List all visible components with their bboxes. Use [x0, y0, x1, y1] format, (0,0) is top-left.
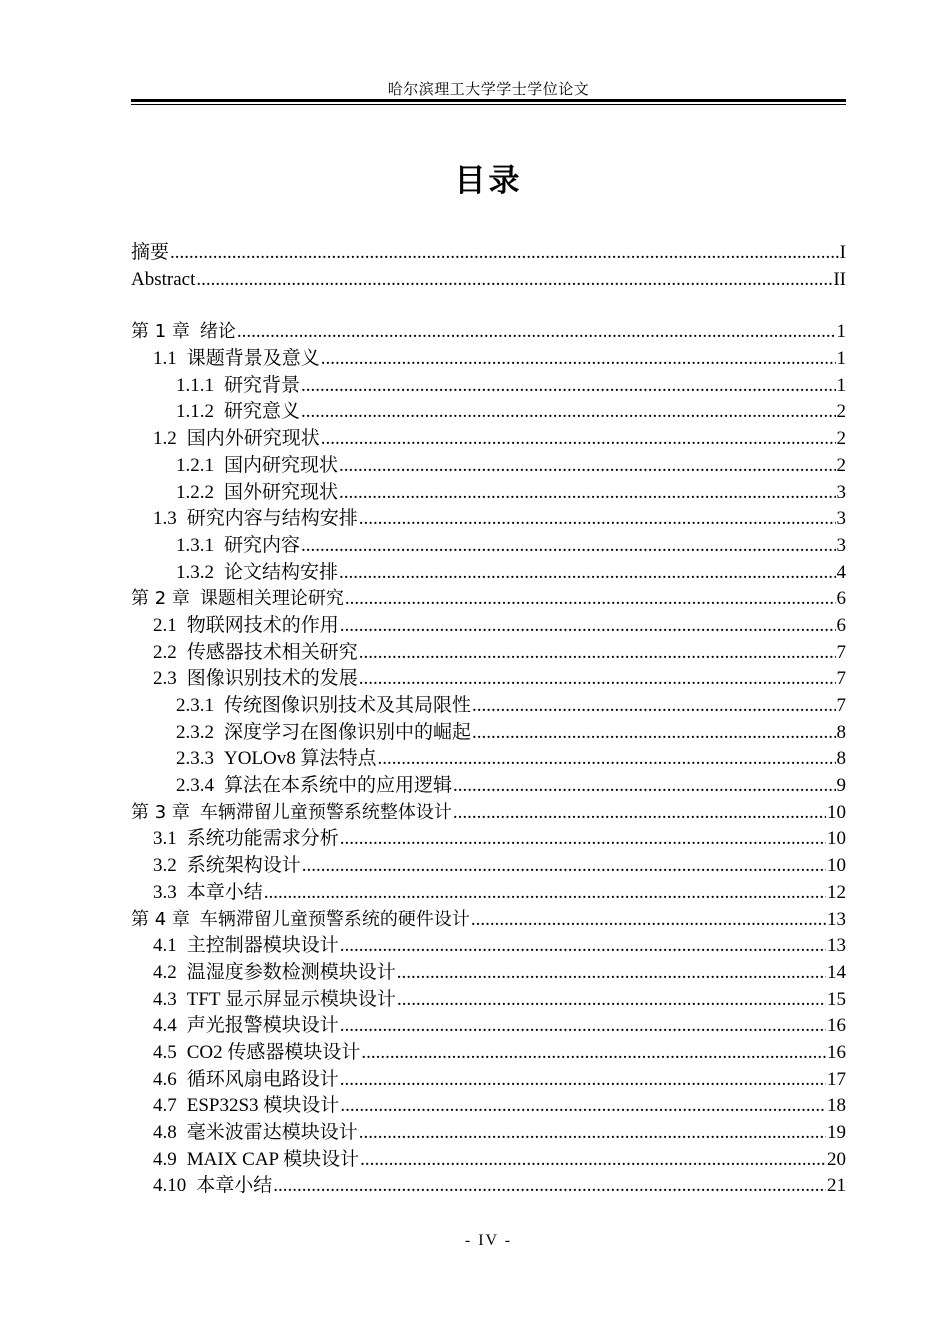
toc-entry-number: 2.3.2 — [176, 721, 214, 743]
toc-entry-number: 2.3 — [153, 668, 177, 690]
toc-entry-title: YOLOv8 算法特点 — [224, 748, 377, 770]
toc-entry-title: 传感器技术相关研究 — [186, 641, 358, 663]
toc-entry-title: 课题相关理论研究 — [199, 588, 344, 610]
toc-leader-dots — [340, 933, 826, 960]
toc-entry-number: 第 4 章 — [131, 908, 190, 930]
toc-entry-title: 摘要 — [131, 242, 170, 263]
toc-entry-number: 1.3 — [153, 508, 177, 530]
toc-leader-dots — [472, 720, 835, 747]
toc-entry-page: 2 — [836, 401, 846, 423]
toc-entry-label — [153, 1067, 339, 1094]
toc-leader-dots — [453, 800, 826, 827]
toc-entry-label — [176, 693, 471, 720]
toc-leader-dots — [340, 1093, 826, 1120]
toc-entry[interactable] — [131, 1147, 846, 1174]
toc-entry-page: 2 — [836, 428, 846, 450]
toc-entry-page: 17 — [827, 1068, 846, 1090]
toc-entry-label — [153, 987, 396, 1014]
toc-entry-page: 6 — [836, 588, 846, 610]
toc-entry-label — [153, 1013, 339, 1040]
toc-entry-label — [131, 267, 195, 294]
toc-entry-number: 1.1 — [153, 348, 177, 370]
toc-leader-dots — [321, 346, 836, 373]
toc-leader-dots — [340, 826, 826, 853]
toc-entry[interactable] — [131, 373, 846, 400]
toc-entry[interactable] — [131, 346, 846, 373]
toc-entry-label — [176, 533, 300, 560]
toc-entry-number: 1.1.2 — [176, 401, 214, 423]
toc-leader-dots — [196, 267, 832, 294]
toc-entry-title: CO2 传感器模块设计 — [186, 1041, 361, 1063]
toc-entry-title: 深度学习在图像识别中的崛起 — [224, 721, 472, 743]
toc-entry-label — [153, 613, 339, 640]
toc-entry-label — [153, 1147, 359, 1174]
header-rule-thin — [131, 104, 846, 105]
toc-entry-number: 2.3.3 — [176, 748, 214, 770]
toc-entry-title: 论文结构安排 — [224, 561, 339, 583]
toc-entry-number: 4.3 — [153, 988, 177, 1010]
toc-entry-page: 10 — [827, 855, 846, 877]
toc-entry-number: 2.2 — [153, 641, 177, 663]
toc-leader-dots — [397, 987, 826, 1014]
toc-entry-label — [176, 480, 338, 507]
toc-entry-title: 车辆滞留儿童预警系统整体设计 — [199, 801, 452, 823]
toc-leader-dots — [359, 666, 836, 693]
toc-entry-page: 7 — [836, 668, 846, 690]
toc-leader-dots — [472, 693, 835, 720]
toc-entry[interactable] — [131, 826, 846, 853]
toc-entry-number: 4.10 — [153, 1175, 187, 1197]
toc-entry-page: I — [839, 242, 846, 263]
toc-entry[interactable] — [131, 533, 846, 560]
toc-entry-number: 1.2.2 — [176, 481, 214, 503]
toc-leader-dots — [360, 1147, 826, 1174]
toc-entry-title: 研究背景 — [224, 374, 301, 396]
toc-entry-page: 1 — [836, 321, 846, 343]
toc-leader-dots — [345, 586, 836, 613]
toc-entry-page: 4 — [836, 561, 846, 583]
toc-entry-number: 4.6 — [153, 1068, 177, 1090]
toc-entry-number: 1.2.1 — [176, 454, 214, 476]
toc-entry-title: 系统架构设计 — [186, 855, 301, 877]
toc-entry-label — [153, 853, 301, 880]
toc-entry-label — [131, 800, 452, 827]
toc-entry-title: 传统图像识别技术及其局限性 — [224, 695, 472, 716]
toc-entry-number: 第 2 章 — [131, 588, 190, 610]
toc-entry-number: 2.3.1 — [176, 695, 214, 716]
toc-leader-dots — [170, 240, 839, 267]
toc-leader-dots — [301, 373, 835, 400]
toc-entry-label — [153, 880, 263, 907]
toc-entry-title: 课题背景及意义 — [186, 348, 320, 370]
toc-entry-title: 图像识别技术的发展 — [186, 668, 358, 690]
toc-entry-label — [153, 1093, 339, 1120]
toc-entry[interactable] — [131, 1093, 846, 1120]
toc-entry-label — [176, 560, 338, 587]
toc-entry-page: 19 — [827, 1122, 846, 1143]
toc-entry-page: 13 — [827, 935, 846, 957]
toc-entry-number: 4.1 — [153, 935, 177, 957]
toc-entry[interactable] — [131, 666, 846, 693]
header-rule-thick — [131, 99, 846, 102]
toc-entry[interactable] — [131, 426, 846, 453]
toc-leader-dots — [359, 640, 836, 667]
toc-entry-page: 16 — [827, 1041, 846, 1063]
toc-entry-label — [176, 720, 471, 747]
toc-leader-dots — [340, 1067, 826, 1094]
toc-entry-page: 1 — [836, 374, 846, 396]
toc-entry[interactable] — [131, 267, 846, 294]
toc-entry[interactable] — [131, 506, 846, 533]
toc-entry-page: 21 — [827, 1175, 846, 1197]
toc-entry-page: 3 — [836, 534, 846, 556]
toc-entry-page: 8 — [836, 748, 846, 770]
toc-entry-label — [153, 960, 396, 987]
toc-entry-page: 1 — [836, 348, 846, 370]
toc-entry-title: 本章小结 — [186, 881, 263, 903]
toc-entry[interactable] — [131, 1173, 846, 1200]
toc-entry-label — [131, 240, 169, 267]
toc-entry-number: 1.2 — [153, 428, 177, 450]
toc-entry-number: 第 1 章 — [131, 321, 190, 343]
toc-leader-dots — [359, 506, 836, 533]
toc-entry-number: 3.2 — [153, 855, 177, 877]
toc-entry-title: 车辆滞留儿童预警系统的硬件设计 — [199, 908, 470, 930]
table-of-contents — [131, 240, 846, 1200]
toc-entry-page: 9 — [836, 775, 846, 797]
toc-entry[interactable] — [131, 586, 846, 613]
toc-entry-title: MAIX CAP 模块设计 — [186, 1148, 360, 1170]
toc-entry-title: 系统功能需求分析 — [186, 828, 339, 850]
toc-entry-page: 7 — [836, 641, 846, 663]
toc-entry[interactable] — [131, 880, 846, 907]
toc-entry-title: 国外研究现状 — [224, 481, 339, 503]
toc-entry-number: 2.3.4 — [176, 775, 214, 797]
toc-entry-label — [176, 773, 452, 800]
toc-entry-title: 国内外研究现状 — [186, 428, 320, 450]
toc-entry[interactable] — [131, 933, 846, 960]
toc-entry-page: 2 — [836, 454, 846, 476]
toc-entry-number: 3.1 — [153, 828, 177, 850]
toc-entry-label — [176, 453, 338, 480]
toc-leader-dots — [471, 907, 826, 934]
toc-entry[interactable] — [131, 800, 846, 827]
toc-entry[interactable] — [131, 1067, 846, 1094]
toc-entry-page: 14 — [827, 961, 846, 983]
toc-entry-title: 本章小结 — [196, 1175, 273, 1197]
toc-entry-label — [153, 426, 320, 453]
toc-leader-dots — [339, 480, 835, 507]
toc-entry[interactable] — [131, 720, 846, 747]
toc-entry-label — [176, 399, 300, 426]
toc-leader-dots — [359, 1120, 826, 1147]
toc-entry-number: 4.4 — [153, 1015, 177, 1037]
toc-entry-label — [131, 586, 344, 613]
toc-entry-number: 第 3 章 — [131, 801, 190, 823]
toc-entry[interactable] — [131, 613, 846, 640]
toc-entry-label — [176, 373, 300, 400]
toc-entry-label — [153, 1040, 360, 1067]
toc-entry-number: 1.3.1 — [176, 534, 214, 556]
toc-entry-page: 16 — [827, 1015, 846, 1037]
toc-entry[interactable] — [131, 240, 846, 267]
toc-entry-page: 18 — [827, 1095, 846, 1117]
toc-entry-label — [176, 746, 377, 773]
toc-entry-label — [153, 826, 339, 853]
toc-entry-page: 13 — [827, 908, 846, 930]
toc-entry[interactable] — [131, 640, 846, 667]
toc-entry-title: 研究内容与结构安排 — [186, 508, 358, 530]
toc-entry[interactable] — [131, 987, 846, 1014]
toc-entry-title: 国内研究现状 — [224, 454, 339, 476]
toc-entry-number: 4.8 — [153, 1122, 177, 1143]
toc-entry-page: 10 — [827, 801, 846, 823]
toc-entry-page: 12 — [827, 881, 846, 903]
toc-entry-number: 4.9 — [153, 1148, 177, 1170]
toc-entry[interactable] — [131, 693, 846, 720]
toc-entry-title: ESP32S3 模块设计 — [186, 1095, 340, 1117]
toc-entry-page: 3 — [836, 508, 846, 530]
toc-entry-page: 10 — [827, 828, 846, 850]
toc-entry-title: 物联网技术的作用 — [186, 614, 339, 636]
toc-leader-dots — [378, 746, 836, 773]
toc-entry-title: 研究内容 — [224, 534, 301, 556]
toc-entry-page: 20 — [827, 1148, 846, 1170]
toc-entry-title: 声光报警模块设计 — [186, 1015, 339, 1037]
toc-entry-label — [131, 319, 236, 346]
toc-entry-number: 2.1 — [153, 614, 177, 636]
toc-leader-dots — [301, 399, 835, 426]
toc-entry[interactable] — [131, 399, 846, 426]
toc-front-matter — [131, 240, 846, 293]
toc-leader-dots — [321, 426, 836, 453]
toc-entry-label — [153, 506, 358, 533]
toc-entry-page: 3 — [836, 481, 846, 503]
toc-title: 目录 — [454, 163, 523, 199]
toc-leader-dots — [340, 1013, 826, 1040]
toc-leader-dots — [397, 960, 826, 987]
toc-leader-dots — [301, 533, 835, 560]
toc-entry-label — [153, 640, 358, 667]
toc-entry-page: II — [833, 268, 846, 290]
toc-entry-title: 绪论 — [199, 321, 236, 343]
toc-entry-title: 循环风扇电路设计 — [186, 1068, 339, 1090]
toc-entry[interactable] — [131, 1013, 846, 1040]
toc-leader-dots — [264, 880, 826, 907]
toc-entry[interactable] — [131, 773, 846, 800]
toc-entry[interactable] — [131, 453, 846, 480]
toc-entry-label — [153, 346, 320, 373]
toc-entry[interactable] — [131, 1040, 846, 1067]
toc-entry-label — [153, 666, 358, 693]
toc-entry-title: TFT 显示屏显示模块设计 — [186, 988, 396, 1010]
toc-leader-dots — [237, 319, 836, 346]
toc-entry-number: 1.3.2 — [176, 561, 214, 583]
toc-leader-dots — [453, 773, 835, 800]
toc-leader-dots — [340, 613, 836, 640]
toc-entry-title: Abstract — [131, 268, 196, 290]
toc-entry-page: 8 — [836, 721, 846, 743]
toc-entry[interactable] — [131, 319, 846, 346]
toc-entry[interactable] — [131, 960, 846, 987]
toc-entry-number: 4.7 — [153, 1095, 177, 1117]
toc-entry-title: 算法在本系统中的应用逻辑 — [224, 775, 453, 797]
toc-entry-page: 6 — [836, 614, 846, 636]
toc-entry[interactable] — [131, 1120, 846, 1147]
toc-entry-title: 温湿度参数检测模块设计 — [186, 961, 396, 983]
toc-entry[interactable] — [131, 746, 846, 773]
toc-leader-dots — [273, 1173, 826, 1200]
toc-entry-title: 主控制器模块设计 — [186, 935, 339, 957]
toc-entry-number: 3.3 — [153, 881, 177, 903]
toc-entry[interactable] — [131, 560, 846, 587]
toc-leader-dots — [339, 453, 835, 480]
toc-entry-label — [153, 1120, 358, 1147]
toc-entry[interactable] — [131, 853, 846, 880]
toc-entry-title: 研究意义 — [224, 401, 301, 423]
toc-leader-dots — [361, 1040, 826, 1067]
toc-entry-page: 7 — [836, 695, 846, 716]
toc-leader-dots — [302, 853, 826, 880]
toc-entry-title: 毫米波雷达模块设计 — [186, 1122, 358, 1143]
toc-entry[interactable] — [131, 907, 846, 934]
running-header: 哈尔滨理工大学学士学位论文 — [387, 82, 590, 98]
toc-entry-page: 15 — [827, 988, 846, 1010]
toc-entry-label — [153, 933, 339, 960]
toc-entry-number: 4.5 — [153, 1041, 177, 1063]
toc-leader-dots — [339, 560, 835, 587]
page-number: - IV - — [464, 1232, 513, 1249]
toc-entry-label — [131, 907, 470, 934]
toc-entry-label — [153, 1173, 272, 1200]
toc-entry[interactable] — [131, 480, 846, 507]
toc-entry-number: 4.2 — [153, 961, 177, 983]
toc-entry-number: 1.1.1 — [176, 374, 214, 396]
toc-chapters — [131, 319, 846, 1200]
